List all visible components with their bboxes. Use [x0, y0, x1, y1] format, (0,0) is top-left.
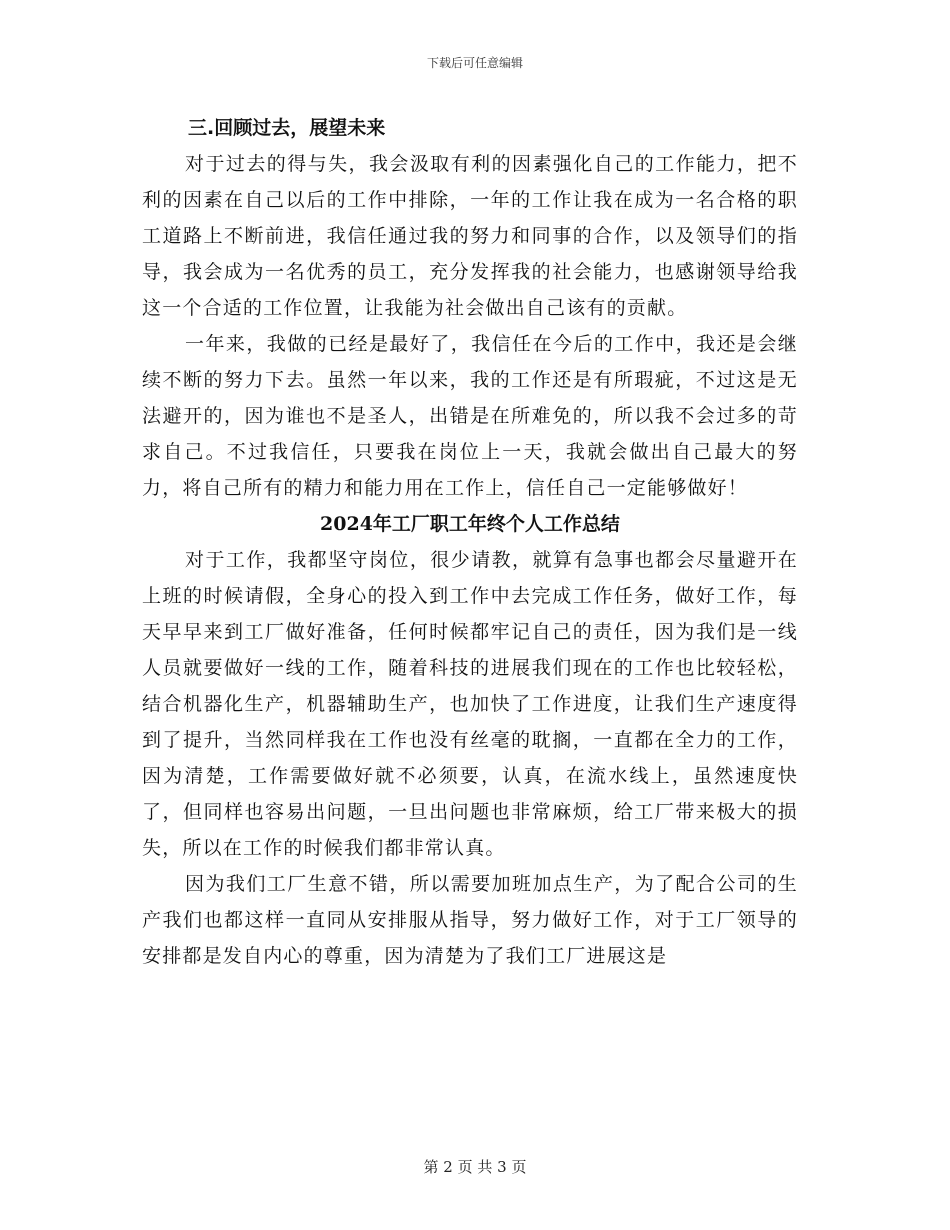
paragraph: 一年来，我做的已经是最好了，我信任在今后的工作中，我还是会继续不断的努力下去。虽然一年以来，我的工作还是有所瑕疵，不过这是无法避开的，因为谁也不是圣人，出错是在所难免的，所以我不会过多的苛求自己。不过我信任，只要我在岗位上一天，我就会做出自己最大的努力，将自己所有的精力和能力用在工作上，信任自己一定能够做好！ [142, 333, 798, 499]
paragraph: 对于工作，我都坚守岗位，很少请教，就算有急事也都会尽量避开在上班的时候请假，全身心的投入到工作中去完成工作任务，做好工作，每天早早来到工厂做好准备，任何时候都牢记自己的责任，因为我们是一线人员就要做好一线的工作，随着科技的进展我们现在的工作也比较轻松，结合机器化生产，机器辅助生产，也加快了工作进度，让我们生产速度得到了提升，当然同样我在工作也没有丝毫的耽搁，一直都在全力的工作，因为清楚，工作需要做好就不必须要，认真，在流水线上，虽然速度快了，但同样也容易出问题，一旦出问题也非常麻烦，给工厂带来极大的损失，所以在工作的时候我们都非常认真。 [142, 549, 798, 859]
document-title: 2024年工厂职工年终个人工作总结 [320, 513, 620, 535]
section-heading: 三.回顾过去，展望未来 [188, 117, 386, 139]
document-body [142, 110, 798, 974]
page-number: 第 2 页 共 3 页 [423, 1158, 527, 1176]
paragraph: 对于过去的得与失，我会汲取有利的因素强化自己的工作能力，把不利的因素在自己以后的工作中排除，一年的工作让我在成为一名合格的职工道路上不断前进，我信任通过我的努力和同事的合作，以及领导们的指导，我会成为一名优秀的员工，充分发挥我的社会能力，也感谢领导给我这一个合适的工作位置，让我能为社会做出自己该有的贡献。 [142, 153, 798, 319]
paragraph: 因为我们工厂生意不错，所以需要加班加点生产，为了配合公司的生产我们也都这样一直同从安排服从指导，努力做好工作，对于工厂领导的安排都是发自内心的尊重，因为清楚为了我们工厂进展这是 [142, 873, 798, 967]
page-header: 下载后可任意编辑 [426, 56, 523, 70]
